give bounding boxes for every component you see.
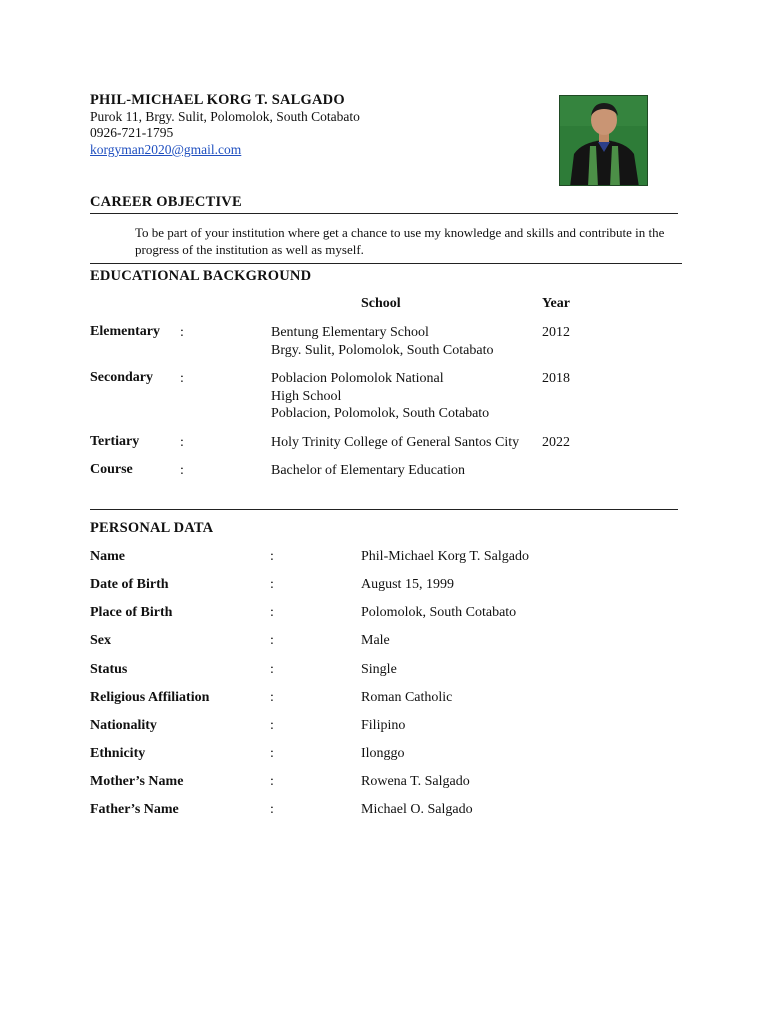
education-colon: : bbox=[180, 325, 184, 340]
divider bbox=[90, 213, 678, 214]
personal-field-label: Religious Affiliation bbox=[90, 690, 210, 705]
school-name-continued: High School bbox=[271, 389, 342, 404]
personal-field-value: Single bbox=[361, 662, 397, 677]
school-column-header: School bbox=[361, 296, 401, 311]
personal-field-colon: : bbox=[270, 718, 274, 733]
course-name: Bachelor of Elementary Education bbox=[271, 463, 465, 478]
education-level-label: Secondary bbox=[90, 370, 153, 385]
applicant-photo bbox=[559, 95, 648, 186]
education-level-label: Elementary bbox=[90, 324, 160, 339]
portrait-illustration bbox=[560, 96, 648, 186]
personal-data-heading: PERSONAL DATA bbox=[90, 520, 214, 536]
applicant-name: PHIL-MICHAEL KORG T. SALGADO bbox=[90, 92, 345, 108]
school-address: Poblacion, Polomolok, South Cotabato bbox=[271, 406, 490, 421]
personal-field-value: August 15, 1999 bbox=[361, 577, 454, 592]
personal-field-value: Rowena T. Salgado bbox=[361, 774, 470, 789]
personal-field-label: Name bbox=[90, 549, 125, 564]
personal-field-label: Ethnicity bbox=[90, 746, 146, 761]
personal-field-value: Michael O. Salgado bbox=[361, 802, 473, 817]
education-level-label: Tertiary bbox=[90, 434, 140, 449]
personal-field-colon: : bbox=[270, 802, 274, 817]
personal-field-colon: : bbox=[270, 662, 274, 677]
career-objective-text: To be part of your institution where get a chance to use my knowledge and skills and contribute in the progress of the institution as well as myself. bbox=[135, 225, 665, 257]
divider bbox=[90, 263, 682, 264]
personal-field-colon: : bbox=[270, 577, 274, 592]
education-colon: : bbox=[180, 463, 184, 478]
personal-field-label: Mother’s Name bbox=[90, 774, 184, 789]
personal-field-colon: : bbox=[270, 549, 274, 564]
applicant-email-link[interactable]: korgyman2020@gmail.com bbox=[90, 142, 242, 157]
applicant-phone: 0926-721-1795 bbox=[90, 125, 174, 140]
education-heading: EDUCATIONAL BACKGROUND bbox=[90, 268, 312, 284]
personal-field-colon: : bbox=[270, 633, 274, 648]
personal-field-label: Nationality bbox=[90, 718, 157, 733]
school-name: Poblacion Polomolok National bbox=[271, 371, 444, 386]
school-address: Brgy. Sulit, Polomolok, South Cotabato bbox=[271, 343, 494, 358]
year-column-header: Year bbox=[542, 296, 570, 311]
graduation-year: 2022 bbox=[542, 435, 570, 450]
personal-field-value: Polomolok, South Cotabato bbox=[361, 605, 517, 620]
education-colon: : bbox=[180, 435, 184, 450]
personal-field-value: Filipino bbox=[361, 718, 406, 733]
personal-field-value: Roman Catholic bbox=[361, 690, 453, 705]
career-objective-heading: CAREER OBJECTIVE bbox=[90, 194, 242, 210]
school-name: Holy Trinity College of General Santos City bbox=[271, 435, 520, 450]
personal-field-value: Ilonggo bbox=[361, 746, 405, 761]
personal-field-label: Sex bbox=[90, 633, 111, 648]
personal-field-label: Date of Birth bbox=[90, 577, 169, 592]
applicant-address: Purok 11, Brgy. Sulit, Polomolok, South Cotabato bbox=[90, 109, 360, 124]
personal-field-value: Phil-Michael Korg T. Salgado bbox=[361, 549, 529, 564]
education-level-label: Course bbox=[90, 462, 133, 477]
school-name: Bentung Elementary School bbox=[271, 325, 429, 340]
divider bbox=[90, 509, 678, 510]
personal-field-label: Father’s Name bbox=[90, 802, 179, 817]
personal-field-colon: : bbox=[270, 605, 274, 620]
personal-field-label: Status bbox=[90, 662, 128, 677]
graduation-year: 2018 bbox=[542, 371, 570, 386]
personal-field-colon: : bbox=[270, 746, 274, 761]
graduation-year: 2012 bbox=[542, 325, 570, 340]
personal-field-colon: : bbox=[270, 774, 274, 789]
personal-field-label: Place of Birth bbox=[90, 605, 173, 620]
personal-field-value: Male bbox=[361, 633, 390, 648]
education-colon: : bbox=[180, 371, 184, 386]
personal-field-colon: : bbox=[270, 690, 274, 705]
